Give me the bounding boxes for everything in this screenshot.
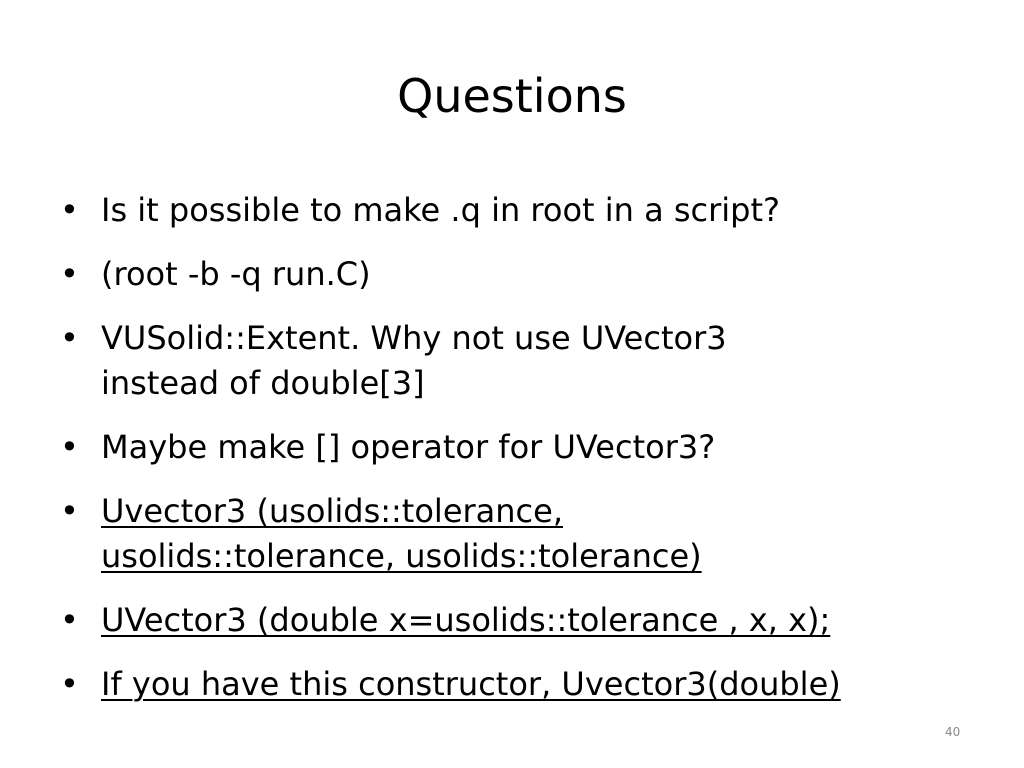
bullet-item-operator xyxy=(58,425,958,470)
bullet-dot: • xyxy=(60,319,79,357)
bullet-item-extent xyxy=(58,316,958,406)
bullet-dot: • xyxy=(60,601,79,639)
bullet-dot: • xyxy=(60,191,79,229)
bullet-item-root-command xyxy=(58,252,958,297)
bullet-item-make-q xyxy=(58,188,958,233)
bullet-item-constructor xyxy=(58,662,958,707)
bullet-text-continued: instead of double[3] xyxy=(101,364,425,402)
bullet-dot: • xyxy=(60,492,79,530)
bullet-list xyxy=(58,188,958,726)
bullet-text: If you have this constructor, Uvector3(double) xyxy=(101,665,841,703)
bullet-item-uvector3-tolerance xyxy=(58,489,958,579)
bullet-text: UVector3 (double x=usolids::tolerance , x, x); xyxy=(101,601,831,639)
bullet-text: Is it possible to make .q in root in a script? xyxy=(101,191,781,229)
bullet-text: VUSolid::Extent. Why not use UVector3 xyxy=(101,319,727,357)
slide-title: Questions xyxy=(397,69,627,123)
bullet-dot: • xyxy=(60,665,79,703)
bullet-text: Maybe make [] operator for UVector3? xyxy=(101,428,716,466)
bullet-text-continued: usolids::tolerance, usolids::tolerance) xyxy=(101,537,702,575)
bullet-text: Uvector3 (usolids::tolerance, xyxy=(101,492,563,530)
slide-number: 40 xyxy=(945,725,961,739)
bullet-dot: • xyxy=(60,428,79,466)
bullet-text: (root -b -q run.C) xyxy=(101,255,371,293)
bullet-item-uvector3-default xyxy=(58,598,958,643)
bullet-dot: • xyxy=(60,255,79,293)
